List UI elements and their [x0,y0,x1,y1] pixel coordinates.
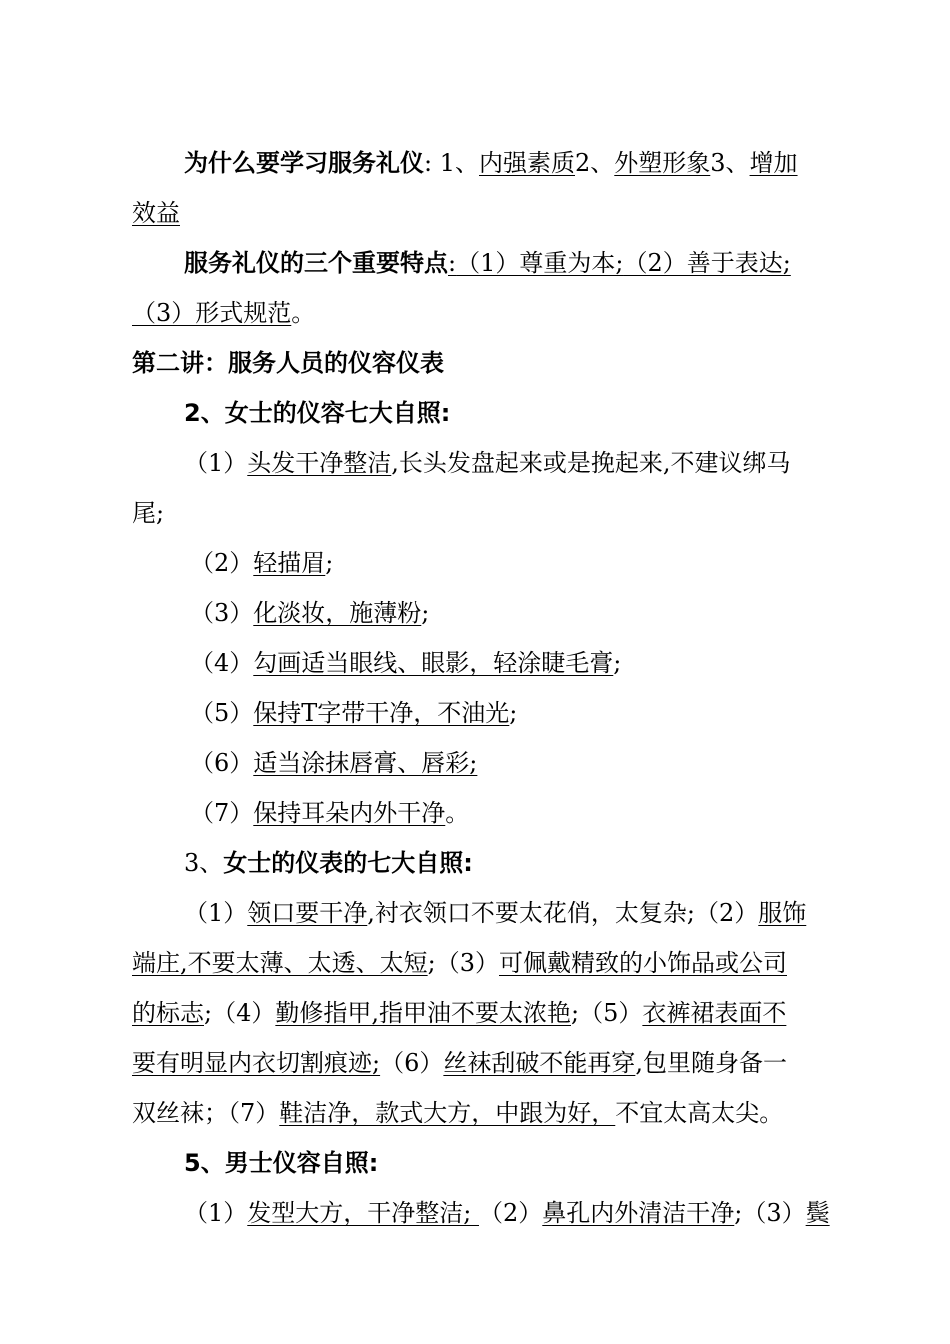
underlined-term: 效益 [132,199,180,227]
underlined-term: 头发干净整洁 [247,449,392,477]
features-paragraph: 服务礼仪的三个重要特点:（1）尊重为本;（2）善于表达; （3）形式规范。 [132,249,791,327]
underlined-term: （2）善于表达; [623,249,791,277]
list-item: （3）化淡妆，施薄粉; [190,599,430,627]
list-item: （4）勾画适当眼线、眼影，轻涂睫毛膏; [190,649,622,677]
underlined-term: 内强素质 [479,149,575,177]
paragraph-heading: 服务礼仪的三个重要特点 [184,249,448,277]
list-item: （7）保持耳朵内外干净。 [190,799,470,827]
underlined-term: （3）形式规范 [132,299,292,327]
list-item: （6）适当涂抹唇膏、唇彩; [190,749,478,777]
underlined-term: （1）尊重为本; [456,249,624,277]
subsection-title: 2、女士的仪容七大自照: [184,399,451,427]
subsection-title: 女士的仪表的七大自照: [223,849,473,877]
male-grooming-section: 5、男士仪容自照: （1）发型大方，干净整洁; （2）鼻孔内外清洁干净;（3）鬓 [184,1149,830,1227]
lecture-title: 第二讲：服务人员的仪容仪表 [132,349,444,377]
list-item: （5）保持T字带干净，不油光; [190,699,518,727]
paragraph-heading: 为什么要学习服务礼仪 [184,149,424,177]
why-learn-paragraph: 为什么要学习服务礼仪: 1、内强素质2、外塑形象3、增加 效益 [132,149,798,227]
subsection-title: 5、男士仪容自照: [184,1149,379,1177]
female-grooming-section: 2、女士的仪容七大自照: （1）头发干净整洁,长头发盘起来或是挽起来,不建议绑马 尾; （2）轻描眉; （3）化淡妆，施薄粉; （4）勾画适当眼线、眼影，轻涂睫毛膏; （5）保持T字带干净，不油光; （6）适当涂抹唇膏、唇彩; （7）保持耳朵内外干净。 [132,388,822,838]
list-item: （2）轻描眉; [190,549,334,577]
underlined-term: 外塑形象 [614,149,711,177]
female-attire-section: 3、女士的仪表的七大自照: （1）领口要干净,衬衣领口不要太花俏，太复杂;（2）服饰 端庄,不要太薄、太透、太短;（3）可佩戴精致的小饰品或公司 的标志;（4）勤修指甲,指甲油不要太浓艳;（5）衣裤裙表面不 要有明显内衣切割痕迹;（6）丝袜刮破不能再穿,包里随身备一 双丝袜；（7）鞋洁净，款式大方，中跟为好，不宜太高太尖。 [132,849,807,1127]
underlined-term: 增加 [749,149,798,177]
section-title [132,338,822,388]
